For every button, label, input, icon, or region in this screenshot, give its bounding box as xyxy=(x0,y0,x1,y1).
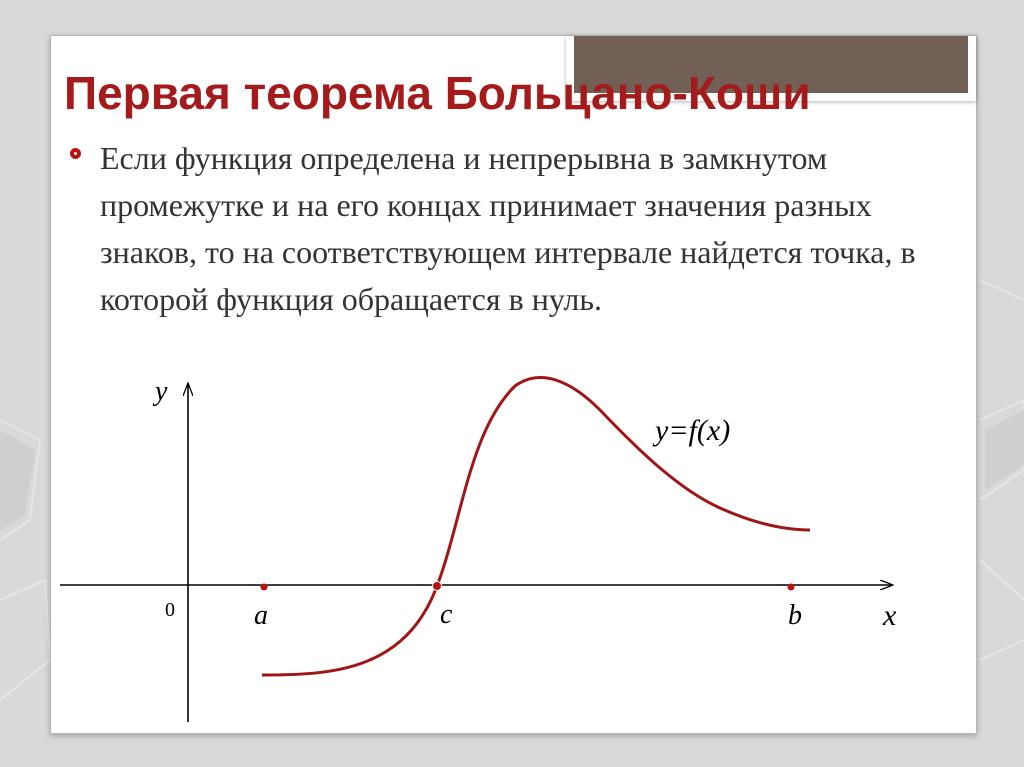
x-axis-label: x xyxy=(883,599,897,632)
slide-title: Первая теорема Больцано-Коши xyxy=(64,67,811,119)
point-b-label: b xyxy=(788,600,802,631)
bullet-text: Если функция определена и непрерывна в замкнутом промежутке и на его концах принимает значения разных знаков, то на соответствующем интервале найдется точка, в которой функция обращается в нуль. xyxy=(100,140,916,317)
point-a-marker xyxy=(261,584,268,591)
point-a-label: a xyxy=(254,600,268,631)
point-c-marker xyxy=(433,582,442,591)
point-b-marker xyxy=(788,584,795,591)
curve-label: y=f(x) xyxy=(655,414,731,447)
y-axis-label: y xyxy=(155,376,168,407)
point-c-label: c xyxy=(440,599,453,630)
origin-label: 0 xyxy=(165,599,175,621)
